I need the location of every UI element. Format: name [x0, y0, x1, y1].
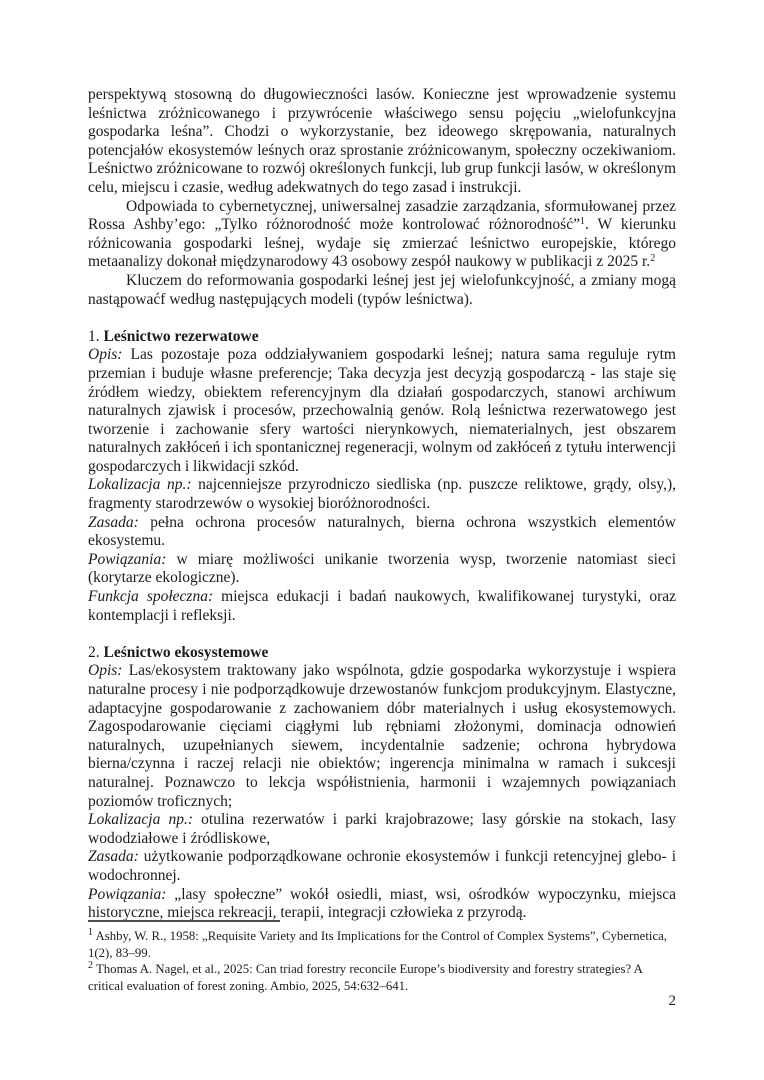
- cybernetics-text-1: Odpowiada to cybernetycznej, uniwersalnej zasadzie zarządzania, sformułowanej przez Rossa Ashby’ego: „Tylko różnorodność może kontrolować różnorodność”: [88, 197, 676, 234]
- reform-paragraph-text: Kluczem do reformowania gospodarki leśnej jest jej wielofunkcyjność, a zmiany mogą nastąpowaćf według następujących modeli (typów leśnictwa).: [88, 271, 676, 308]
- section-2-item-opis: [88, 662, 676, 811]
- item-label: Powiązania:: [88, 550, 167, 568]
- item-label: Zasada:: [88, 848, 139, 866]
- footnote-1-text: Ashby, W. R., 1958: „Requisite Variety and Its Implications for the Control of Complex Systems”, Cybernetica, 1(2), 83–99.: [88, 929, 668, 960]
- item-text: pełna ochrona procesów naturalnych, bierna ochrona wszystkich elementów ekosystemu.: [88, 513, 676, 550]
- cybernetics-paragraph: [88, 198, 676, 272]
- item-text: Las pozostaje poza oddziaływaniem gospodarki leśnej; natura sama reguluje rytm przemian i buduje własne preferencje; Taka decyzja jest decyzją gospodarczą - las staje się źródłem wiedzy, obiektem referencyjnym dla działań gospodarczych, stanowi archiwum naturalnych zjawisk i procesów, przechowalnią genów. Rolą leśnictwa rezerwatowego jest tworzenie i zachowanie sfery wartości nierynkowych, niematerialnych, jest obszarem naturalnych zakłóceń i ich spontanicznej regeneracji, wolnym od zakłóceń z tytułu interwencji gospodarczych i likwidacji szkód.: [88, 346, 676, 475]
- footnotes-area: [88, 920, 676, 994]
- section-1-item-zasada: [88, 514, 676, 551]
- section-1-title: Leśnictwo rezerwatowe: [103, 327, 259, 345]
- reform-paragraph: [88, 272, 676, 309]
- section-2-item-powiazania: [88, 886, 676, 923]
- section-1-item-powiazania: [88, 551, 676, 588]
- item-text: najcenniejsze przyrodniczo siedliska (np. puszcze reliktowe, grądy, olsy,), fragmenty starodrzewów o wysokiej bioróżnorodności.: [88, 476, 677, 513]
- item-text: w miarę możliwości unikanie tworzenia wysp, tworzenie natomiast sieci (korytarze ekologiczne).: [88, 550, 676, 587]
- text-column: [88, 86, 676, 923]
- section-1-item-funkcja: [88, 588, 676, 625]
- item-label: Opis:: [88, 662, 123, 680]
- page-number: 2: [668, 993, 676, 1009]
- section-2-item-lokalizacja: [88, 811, 676, 848]
- section-2-heading: [88, 644, 676, 663]
- item-label: Powiązania:: [88, 885, 167, 903]
- item-text: otulina rezerwatów i parki krajobrazowe; lasy górskie na stokach, lasy wododziałowe i źródliskowe,: [88, 811, 676, 847]
- footnote-ref-1: 1: [579, 216, 585, 228]
- cybernetics-text-2: . W kierunku różnicowania gospodarki leśnej, wydaje się zmierzać leśnictwo europejskie, którego metaanalizy dokonał międzynarodowy 43 osobowy zespół naukowy w publikacji z 2025 r.: [88, 216, 676, 271]
- footnote-2-marker: 2: [88, 960, 93, 972]
- intro-paragraph: [88, 86, 676, 198]
- item-label: Funkcja społeczna:: [88, 588, 214, 606]
- item-text: użytkowanie podporządkowane ochronie ekosystemów i funkcji retencyjnej glebo- i wodochronnej.: [88, 848, 676, 884]
- item-label: Lokalizacja np.:: [88, 811, 194, 829]
- section-1-item-opis: [88, 346, 676, 476]
- intro-paragraph-text: perspektywą stosowną do długowieczności lasów. Konieczne jest wprowadzenie systemu leśnictwa zróżnicowanego i przywrócenie właściwego sensu pojęciu „wielofunkcyjna gospodarka leśna”. Chodzi o wykorzystanie, bez ideowego skrępowania, naturalnych potencjałów ekosystemów leśnych oraz sprostanie zróżnicowanym, społeczny oczekiwaniom. Leśnictwo zróżnicowane to rozwój określonych funkcji, lub grup funkcji lasów, w określonym celu, miejscu i czasie, według adekwatnych do tego zasad i instrukcji.: [88, 86, 676, 196]
- section-2-item-zasada: [88, 848, 676, 885]
- item-text: „lasy społeczne” wokół osiedli, miast, wsi, ośrodków wypoczynku, miejsca historyczne, miejsca rekreacji, terapii, integracji człowieka z przyrodą.: [88, 885, 676, 922]
- footnote-ref-2: 2: [650, 253, 656, 265]
- footnote-2: [88, 961, 676, 994]
- footnote-2-text: Thomas A. Nagel, et al., 2025: Can triad forestry reconcile Europe’s biodiversity and forestry strategies? A critical evaluation of forest zoning. Ambio, 2025, 54:632–641.: [88, 962, 643, 993]
- footnote-separator: [88, 920, 280, 922]
- section-1-heading: [88, 328, 676, 347]
- item-label: Zasada:: [88, 513, 139, 531]
- section-1-item-lokalizacja: [88, 476, 676, 513]
- section-2-number: 2.: [88, 643, 100, 661]
- section-2-title: Leśnictwo ekosystemowe: [103, 643, 269, 661]
- footnote-1: [88, 928, 676, 961]
- item-label: Lokalizacja np.:: [88, 476, 192, 494]
- item-text: Las/ekosystem traktowany jako wspólnota, gdzie gospodarka wykorzystuje i wspiera naturalne procesy i nie podporządkowuje drzewostanów funkcjom produkcyjnym. Elastyczne, adaptacyjne gospodarowanie z zachowaniem dóbr materialnych i usług ekosystemowych. Zagospodarowanie cięciami ciągłymi lub rębniami złożonymi, dominacja odnowień naturalnych, uzupełnianych siewem, incydentalnie sadzenie; ochrona hybrydowa bierna/czynna i raczej relacji nie obiektów; ingerencja minimalna w ramach i sukcesji naturalnej. Poznawczo to lekcja współistnienia, harmonii i wzajemnych powiązaniach poziomów troficznych;: [88, 662, 676, 810]
- item-label: Opis:: [88, 346, 123, 364]
- footnote-1-marker: 1: [88, 927, 93, 938]
- item-text: miejsca edukacji i badań naukowych, kwalifikowanej turystyki, oraz kontemplacji i refleksji.: [88, 588, 677, 624]
- section-1-number: 1.: [88, 327, 100, 345]
